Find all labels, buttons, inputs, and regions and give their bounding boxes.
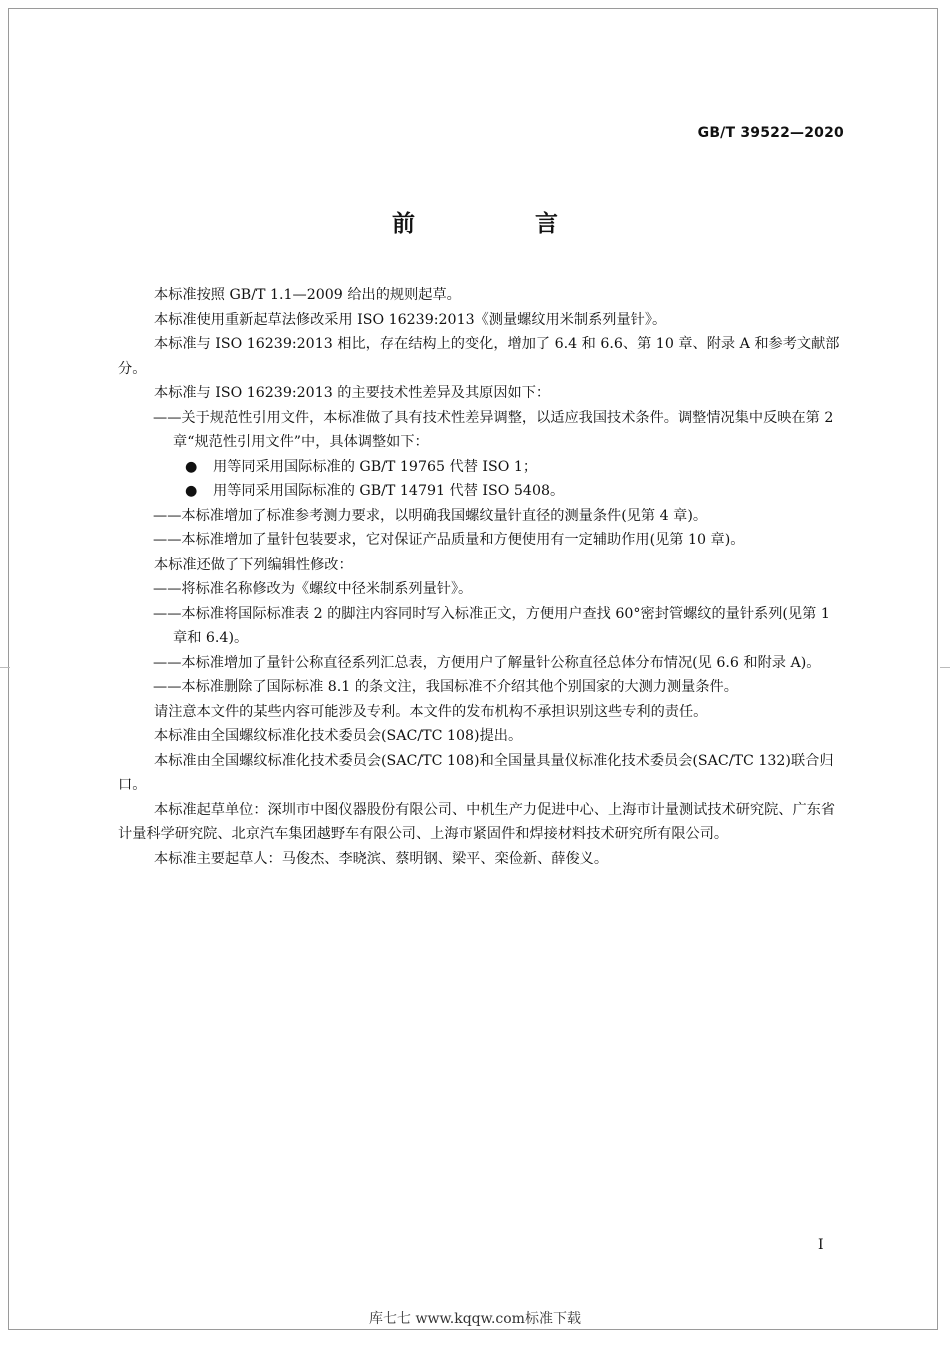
paragraph-text: ——本标准增加了量针公称直径系列汇总表，方便用户了解量针公称直径总体分布情况(见 6.6 和附录 A)。 xyxy=(153,654,821,671)
paragraph-text: 本标准与 ISO 16239:2013 相比，存在结构上的变化，增加了 6.4 和 6.6、第 10 章、附录 A 和参考文献部分。 xyxy=(118,336,840,377)
paragraph xyxy=(118,332,848,381)
paragraph-text: 用等同采用国际标准的 GB/T 19765 代替 ISO 1； xyxy=(213,458,538,475)
bullet-dot-icon: ● xyxy=(185,483,198,499)
paragraph-text: 本标准由全国螺纹标准化技术委员会(SAC/TC 108)和全国量具量仪标准化技术委员会(SAC/TC 132)联合归口。 xyxy=(118,752,834,793)
paragraph-text: 请注意本文件的某些内容可能涉及专利。本文件的发布机构不承担识别这些专利的责任。 xyxy=(154,703,708,720)
dash-item xyxy=(118,528,848,553)
paragraph-text: 本标准还做了下列编辑性修改： xyxy=(154,556,353,573)
left-edge-tick xyxy=(0,667,10,668)
paragraph xyxy=(118,700,848,725)
paragraph-text: ——本标准增加了量针包装要求，它对保证产品质量和方便使用有一定辅助作用(见第 10 章)。 xyxy=(153,532,745,548)
footer-watermark: 库七七 www.kqqw.com标准下载 xyxy=(369,1311,581,1327)
paragraph xyxy=(118,724,848,749)
paragraph-text: ——本标准将国际标准表 2 的脚注内容同时写入标准正文，方便用户查找 60°密封管螺纹的量针系列(见第 1 章和 6.4)。 xyxy=(153,605,830,646)
right-edge-tick xyxy=(940,667,950,668)
paragraph-text: 本标准由全国螺纹标准化技术委员会(SAC/TC 108)提出。 xyxy=(154,728,523,744)
page-title: 前 言 xyxy=(391,211,614,237)
paragraph-text: ——将标准名称修改为《螺纹中径米制系列量针》。 xyxy=(153,581,473,597)
dash-item xyxy=(118,504,848,529)
foreword-body xyxy=(118,283,848,871)
bullet-item xyxy=(118,479,848,504)
dash-item xyxy=(118,602,848,651)
paragraph xyxy=(118,381,848,406)
paragraph xyxy=(118,847,848,872)
paragraph-text: 本标准主要起草人：马俊杰、李晓滨、蔡明钢、梁平、栾俭新、薛俊义。 xyxy=(154,850,609,867)
dash-item xyxy=(118,651,848,676)
bullet-item xyxy=(118,455,848,480)
page-number: I xyxy=(818,1237,824,1253)
paragraph xyxy=(118,308,848,333)
dash-item xyxy=(118,577,848,602)
paragraph-text: 本标准按照 GB/T 1.1—2009 给出的规则起草。 xyxy=(154,287,461,303)
paragraph-text: ——本标准增加了标准参考测力要求，以明确我国螺纹量针直径的测量条件(见第 4 章)。 xyxy=(153,507,708,524)
dash-item xyxy=(118,675,848,700)
paragraph xyxy=(118,798,848,847)
paragraph-text: 本标准与 ISO 16239:2013 的主要技术性差异及其原因如下： xyxy=(154,385,551,401)
paragraph xyxy=(118,553,848,578)
dash-item xyxy=(118,406,848,455)
paragraph xyxy=(118,283,848,308)
paragraph-text: ——本标准删除了国际标准 8.1 的条文注，我国标准不介绍其他个别国家的大测力测量条件。 xyxy=(153,679,738,695)
paragraph-text: ——关于规范性引用文件，本标准做了具有技术性差异调整，以适应我国技术条件。调整情况集中反映在第 2 章“规范性引用文件”中，具体调整如下： xyxy=(153,409,834,450)
paragraph xyxy=(118,749,848,798)
bullet-dot-icon: ● xyxy=(185,458,198,475)
standard-code: GB/T 39522—2020 xyxy=(697,125,844,141)
paragraph-text: 本标准使用重新起草法修改采用 ISO 16239:2013《测量螺纹用米制系列量针》。 xyxy=(154,311,667,328)
paragraph-text: 本标准起草单位：深圳市中图仪器股份有限公司、中机生产力促进中心、上海市计量测试技术研究院、广东省计量科学研究院、北京汽车集团越野车有限公司、上海市紧固件和焊接材料技术研究所有限公司。 xyxy=(118,801,836,842)
paragraph-text: 用等同采用国际标准的 GB/T 14791 代替 ISO 5408。 xyxy=(213,483,565,499)
